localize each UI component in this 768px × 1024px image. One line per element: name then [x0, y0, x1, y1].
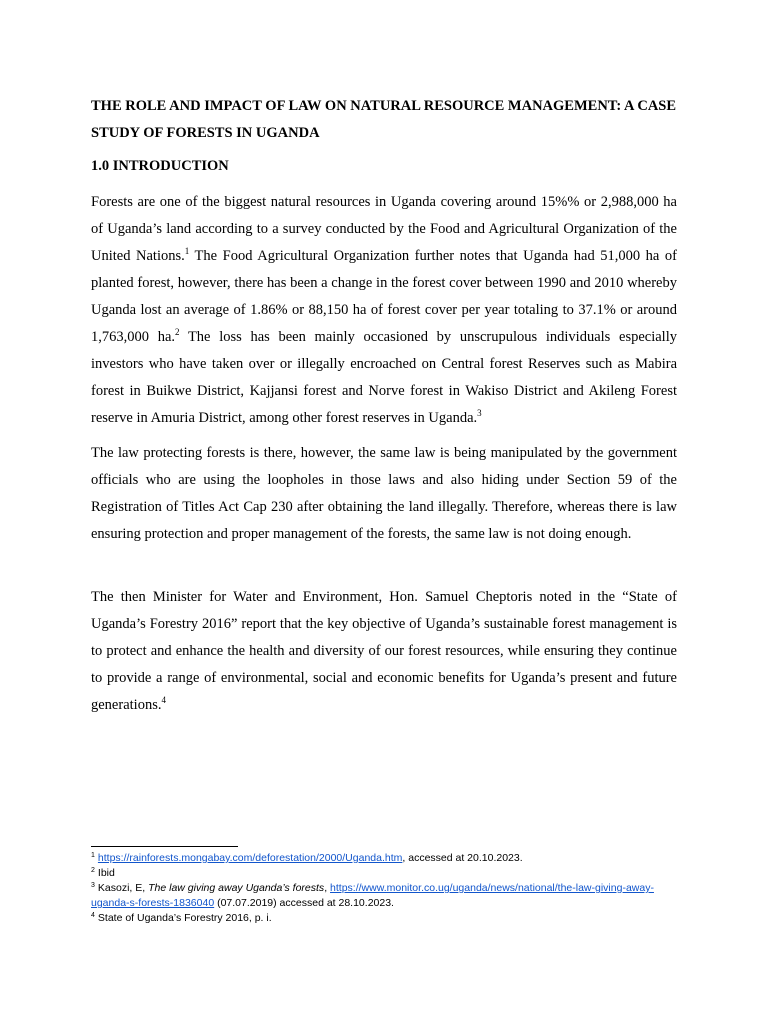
footnote-ref-1[interactable]: 1 [184, 246, 190, 256]
paragraph-2: The law protecting forests is there, however, the same law is being manipulated by the government officials who are using the loopholes in those laws and also hiding under Section 59 of the Registration of Titles Act Cap 230 after obtaining the land illegally. Therefore, whereas there is law ensuring protection and proper management of the forests, the same law is not doing enough. [91, 445, 677, 542]
footnote-3-sep: , [324, 882, 331, 894]
footnote-4-mark: 4 [91, 912, 95, 919]
footnote-1 [91, 851, 691, 866]
paragraph-1-part-b: The Food Agricultural Organization further notes that Uganda had 51,000 ha of planted forest, however, there has been a change in the forest cover between 1990 and 2010 whereby Uganda lost an average of 1.86% or 88,150 ha of forest cover per year totaling to 37.1% or around 1,763,000 ha. [91, 248, 678, 345]
paragraph-3-text: The then Minister for Water and Environment, Hon. Samuel Cheptoris noted in the “State of Uganda’s Forestry 2016” report that the key objective of Uganda’s sustainable forest management is to protect and enhance the health and diversity of our forest resources, while ensuring they continue to provide a range of environmental, social and economic benefits for Uganda’s present and future generations. [91, 589, 677, 713]
footnote-ref-3[interactable]: 3 [477, 408, 482, 418]
footnote-4 [91, 911, 691, 926]
footnote-4-text: State of Uganda’s Forestry 2016, p. i. [97, 912, 272, 924]
footnote-3-article-title: The law giving away Uganda’s forests [148, 882, 325, 894]
footnote-3-link[interactable]: https://www.monitor.co.ug/uganda/news/national/the-law-giving-away-uganda-s-forests-1836040 [91, 882, 654, 909]
footnote-3 [91, 881, 691, 911]
footnote-3-mark: 3 [91, 882, 95, 889]
section-heading: 1.0 INTRODUCTION [91, 158, 229, 174]
paragraph-3 [91, 584, 677, 719]
footnote-1-after: , accessed at 20.10.2023. [402, 852, 523, 864]
footnote-ref-4[interactable]: 4 [161, 695, 166, 705]
footnote-2-mark: 2 [91, 867, 95, 874]
footnote-2-text: Ibid [97, 867, 115, 879]
paragraph-1-part-a: Forests are one of the biggest natural resources in Uganda covering around 15%% or 2,988,000 ha of Uganda’s land according to a survey conducted by the Food and Agricultural Organization of the United Nations. [91, 194, 677, 264]
footnote-2 [91, 866, 691, 881]
footnotes [91, 851, 691, 926]
footnote-1-link[interactable]: https://rainforests.mongabay.com/deforestation/2000/Uganda.htm [97, 852, 403, 864]
footnote-3-before: Kasozi, E, [97, 882, 149, 894]
footnote-separator [91, 846, 238, 847]
footnote-1-mark: 1 [91, 852, 95, 859]
paragraph-1 [91, 189, 677, 432]
footnote-3-after: (07.07.2019) accessed at 28.10.2023. [214, 897, 394, 909]
paragraph-1-part-c: The loss has been mainly occasioned by unscrupulous individuals especially investors who have taken over or illegally encroached on Central forest Reserves such as Mabira forest in Buikwe District, Kajjansi forest and Norve forest in Wakiso District and Akileng Forest reserve in Amuria District, among other forest reserves in Uganda. [91, 329, 677, 426]
document-title: THE ROLE AND IMPACT OF LAW ON NATURAL RESOURCE MANAGEMENT: A CASE STUDY OF FORESTS IN UGANDA [91, 98, 677, 141]
footnote-ref-2[interactable]: 2 [175, 327, 180, 337]
